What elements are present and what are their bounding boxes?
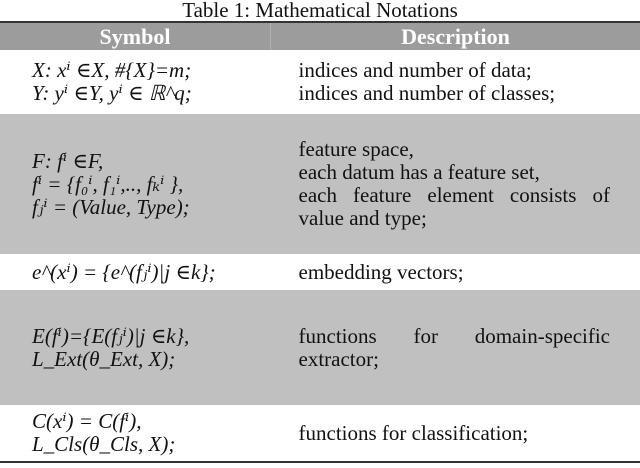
table-row [0, 114, 640, 254]
header-symbol: Symbol [0, 22, 271, 50]
symbol-cell [0, 114, 271, 254]
description-line: feature space, [298, 137, 414, 161]
description-cell [271, 114, 640, 254]
table-caption: Table 1: Mathematical Notations [182, 0, 458, 22]
description-line: each datum has a feature set, [298, 160, 540, 184]
description-line: each feature element consists of value and type; [298, 183, 610, 230]
description-line: functions for classification; [298, 420, 529, 445]
description-cell [271, 405, 640, 462]
table-row [0, 405, 640, 462]
description-line: functions for domain-specific extractor; [298, 323, 610, 371]
table-row [0, 254, 640, 290]
symbol-cell [0, 254, 271, 290]
symbol-cell [0, 50, 271, 114]
symbol-line: fⱼⁱ = (Value, Type); [32, 194, 190, 219]
description-line: embedding vectors; [298, 259, 464, 284]
symbol-line: L_Cls(θ_Cls, X); [32, 432, 176, 456]
header-description: Description [271, 22, 640, 50]
symbol-cell [0, 290, 271, 405]
description-line: indices and number of data; [298, 58, 532, 82]
symbol-line: C(xⁱ) = C(fⁱ), [32, 409, 142, 433]
notation-table [0, 21, 640, 463]
table-row [0, 50, 640, 114]
symbol-line: E(fⁱ)={E(fⱼⁱ)|j ∈k}, [32, 323, 190, 348]
description-cell [271, 290, 640, 405]
symbol-line: L_Ext(θ_Ext, X); [32, 346, 176, 371]
symbol-line: e^(xⁱ) = {e^(fⱼⁱ)|j ∈k}; [32, 259, 216, 284]
symbol-cell [0, 405, 271, 462]
description-line: indices and number of classes; [298, 81, 556, 105]
symbol-line: Y: yⁱ ∈Y, yⁱ ∈ ℝ^q; [32, 81, 192, 105]
symbol-line: F: fⁱ ∈F, [32, 148, 104, 173]
header-row [0, 22, 640, 50]
symbol-line: X: xⁱ ∈X, #{X}=m; [32, 58, 192, 82]
table-row [0, 290, 640, 405]
description-cell [271, 50, 640, 114]
description-cell [271, 254, 640, 290]
symbol-line: fⁱ = {f₀ⁱ, f₁ⁱ,.., fₖⁱ }, [32, 171, 184, 196]
